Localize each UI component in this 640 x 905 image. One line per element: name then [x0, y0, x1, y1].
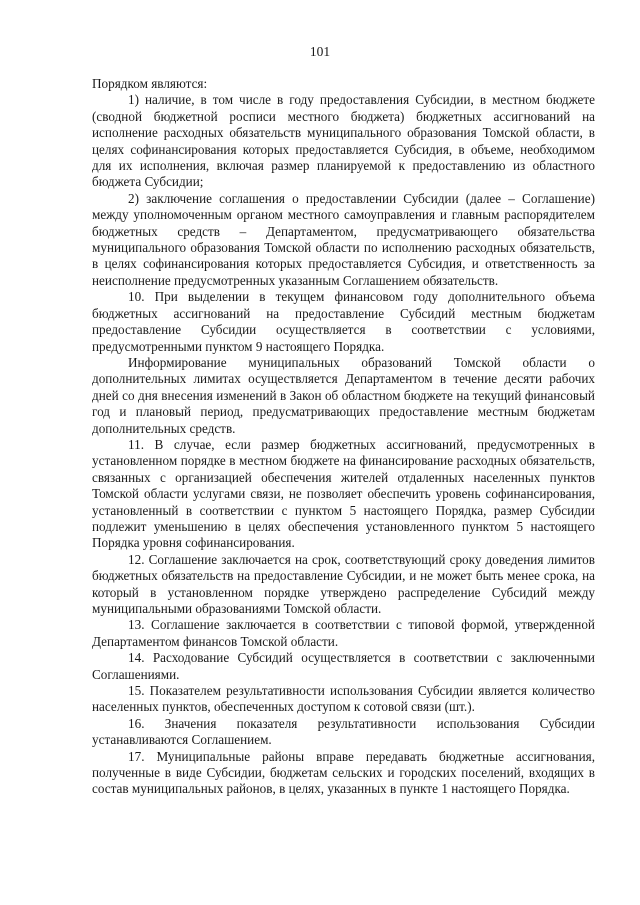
page-number: 101 — [309, 44, 331, 59]
paragraph: 12. Соглашение заключается на срок, соответствующий сроку доведения лимитов бюджетных обязательств на предоставление Субсидии, и не может быть менее срока, на который в установленном порядке утверждено распределение Субсидий между муниципальными образованиями Томской области. — [92, 551, 595, 616]
paragraph: 13. Соглашение заключается в соответствии с типовой формой, утвержденной Департаментом финансов Томской области. — [92, 617, 595, 649]
paragraph: 2) заключение соглашения о предоставлении Субсидии (далее – Соглашение) между уполномоченным органом местного самоуправления и главным распорядителем бюджетных средств – Департаментом, предусматривающего обязательства муниципального образования Томской области по исполнению расходных обязательств, в целях софинансирования которых предоставляется Субсидия, и ответственность за неисполнение предусмотренных указанным Соглашением обязательств. — [92, 190, 595, 288]
paragraph: Информирование муниципальных образований Томской области о дополнительных лимитах осуществляется Департаментом в течение десяти рабочих дней со дня внесения изменений в Закон об областном бюджете на текущий финансовый год и плановый период, предусматривающих предоставление местным бюджетам дополнительных средств. — [92, 354, 595, 436]
paragraph: 15. Показателем результативности использования Субсидии является количество населенных пунктов, обеспеченных доступом к сотовой связи (шт.). — [92, 683, 595, 715]
paragraph: 10. При выделении в текущем финансовом году дополнительного объема бюджетных ассигнований на предоставление Субсидий местным бюджетам предоставление Субсидии осуществляется в соответствии с условиями, предусмотренными пунктом 9 настоящего Порядка. — [92, 289, 595, 354]
paragraph: 14. Расходование Субсидий осуществляется в соответствии с заключенными Соглашениями. — [92, 650, 595, 682]
paragraph: 16. Значения показателя результативности использования Субсидии устанавливаются Соглашением. — [92, 715, 595, 748]
paragraph: 17. Муниципальные районы вправе передавать бюджетные ассигнования, полученные в виде Субсидии, бюджетам сельских и городских поселений, входящих в состав муниципальных районов, в целях, указанных в пункте 1 настоящего Порядка. — [92, 748, 595, 797]
document-body — [92, 76, 595, 798]
paragraph: Порядком являются: — [92, 76, 208, 91]
paragraph: 11. В случае, если размер бюджетных ассигнований, предусмотренных в установленном порядке в местном бюджете на финансирование расходных обязательств, связанных с организацией обеспечения жителей отдаленных населенных пунктов Томской области услугами связи, не позволяет обеспечить уровень софинансирования, установленный в соответствии с пунктом 5 настоящего Порядка, размер Субсидии подлежит уменьшению в целях обеспечения установленного пунктом 5 настоящего Порядка уровня софинансирования. — [92, 436, 595, 551]
paragraph: 1) наличие, в том числе в году предоставления Субсидии, в местном бюджете (сводной бюджетной росписи местного бюджета) бюджетных ассигнований на исполнение расходных обязательств муниципального образования Томской области, в целях софинансирования которых предоставляется Субсидия, в объеме, необходимом для их исполнения, включая размер планируемой к предоставлению из областного бюджета Субсидии; — [92, 92, 595, 190]
